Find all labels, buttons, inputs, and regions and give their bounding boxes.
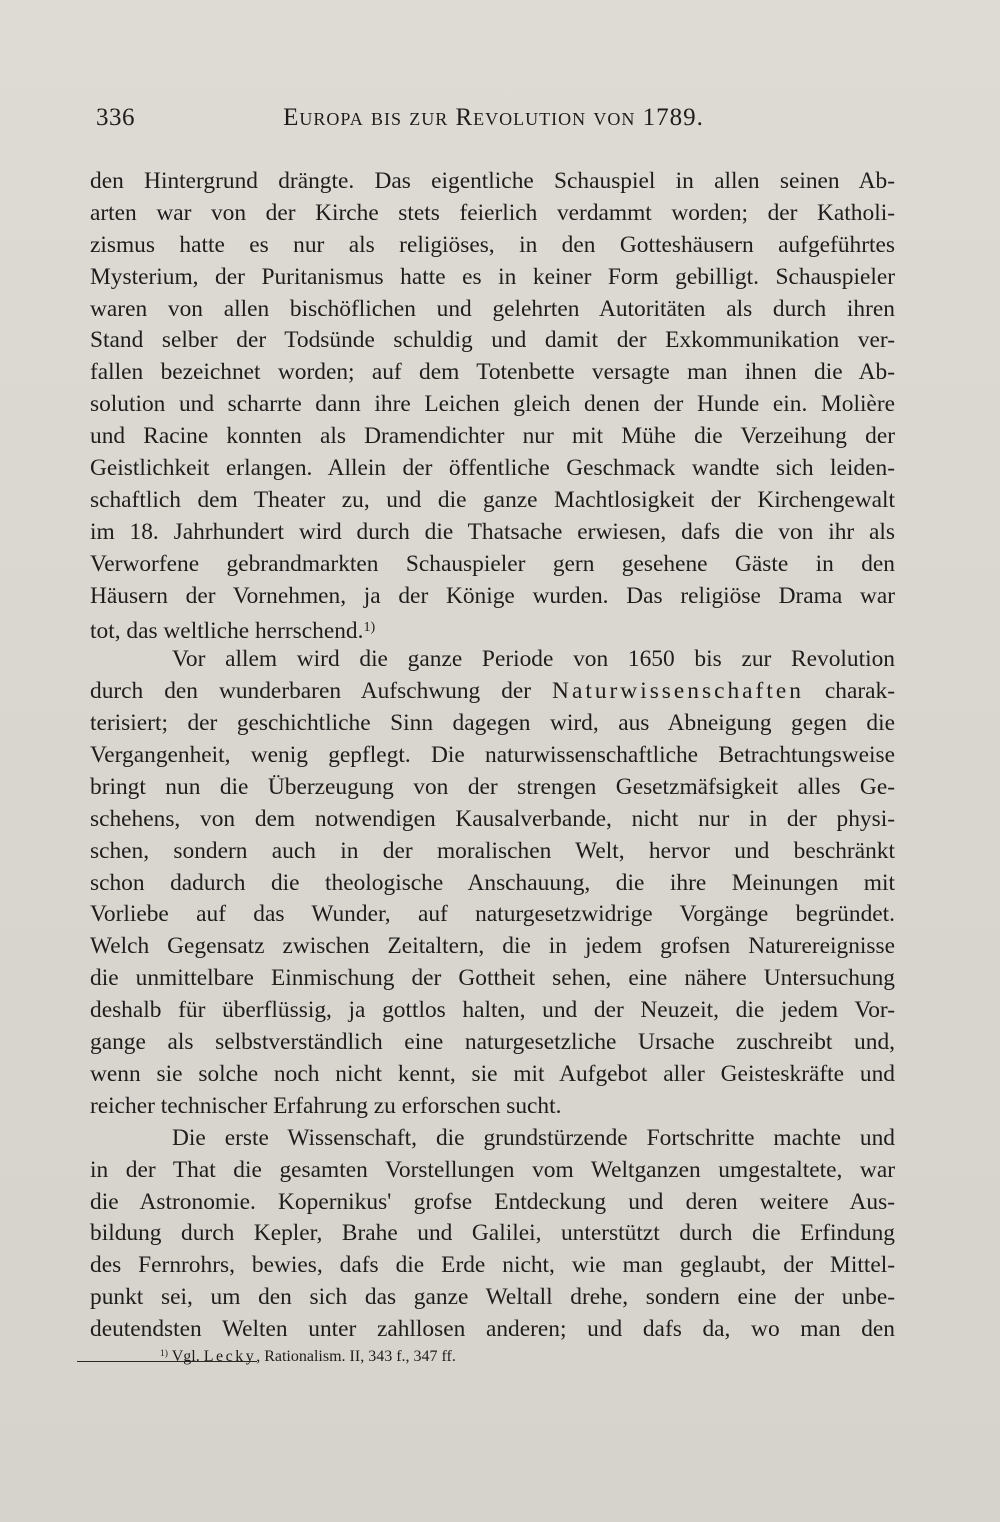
running-title: Europa bis zur Revolution von 1789. [283, 104, 704, 131]
line-text: reicher technischer Erfahrung zu erforschen sucht. [90, 1092, 562, 1119]
line-text: tot, das weltliche herrschend. [90, 618, 364, 645]
line-text: Welch Gegensatz zwischen Zeitaltern, die in jedem grofsen Naturereignisse [90, 933, 895, 960]
page-header [96, 104, 891, 144]
page-number: 336 [96, 104, 135, 131]
text-line [90, 708, 895, 740]
footnote-author: Lecky [203, 1348, 257, 1365]
text-line [90, 262, 895, 294]
line-text: zismus hatte es nur als religiöses, in den Gotteshäusern aufgeführtes [90, 231, 895, 258]
text-line [90, 740, 895, 772]
line-text: Geistlichkeit erlangen. Allein der öffentliche Geschmack wandte sich leiden- [90, 455, 895, 482]
text-line [90, 166, 895, 198]
text-line [90, 198, 895, 230]
line-text: terisiert; der geschichtliche Sinn dagegen wird, aus Abneigung gegen die [90, 710, 895, 737]
text-line [90, 1059, 895, 1091]
line-text: Häusern der Vornehmen, ja der Könige wurden. Das religiöse Drama war [90, 582, 895, 609]
text-line [90, 485, 895, 517]
text-line [90, 325, 895, 357]
text-line [90, 676, 895, 708]
text-line [90, 1187, 895, 1219]
footnote-marker: 1) [160, 1348, 168, 1360]
line-text: Stand selber der Todsünde schuldig und damit der Exkommunikation ver- [90, 327, 895, 354]
footnote-post: , Rationalism. II, 343 f., 347 ff. [256, 1348, 456, 1365]
line-text: Mysterium, der Puritanismus hatte es in keiner Form gebilligt. Schauspieler [90, 263, 895, 290]
line-text: und Racine konnten als Dramendichter nur mit Mühe die Verzeihung der [90, 423, 895, 450]
line-text: Vergangenheit, wenig gepflegt. Die naturwissenschaftliche Betrachtungsweise [90, 742, 895, 769]
text-line [90, 1027, 895, 1059]
text-line [90, 1155, 895, 1187]
text-line [90, 421, 895, 453]
text-line [90, 1123, 895, 1155]
text-line [90, 804, 895, 836]
line-text: Vorliebe auf das Wunder, auf naturgesetzwidrige Vorgänge begründet. [90, 901, 895, 928]
text-line [90, 549, 895, 581]
line-text: Die erste Wissenschaft, die grundstürzende Fortschritte machte und [172, 1124, 895, 1151]
text-line [90, 517, 895, 549]
text-line [90, 357, 895, 389]
line-text: die Astronomie. Kopernikus' grofse Entdeckung und deren weitere Aus- [90, 1188, 895, 1215]
line-text: waren von allen bischöflichen und gelehrten Autoritäten als durch ihren [90, 295, 895, 322]
footnote-reference: 1) [363, 619, 376, 636]
text-line [90, 389, 895, 421]
line-text: bringt nun die Überzeugung von der strengen Gesetzmäfsigkeit alles Ge- [90, 773, 895, 800]
line-text: durch den wunderbaren Aufschwung der [90, 678, 553, 705]
line-text: punkt sei, um den sich das ganze Weltall drehe, sondern eine der unbe- [90, 1284, 895, 1311]
text-line [90, 868, 895, 900]
line-text: den Hintergrund drängte. Das eigentliche Schauspiel in allen seinen Ab- [90, 168, 895, 194]
text-line [90, 1250, 895, 1282]
text-line [90, 612, 895, 644]
line-text: deshalb für überflüssig, ja gottlos halten, und der Neuzeit, die jedem Vor- [90, 997, 895, 1024]
line-text: in der That die gesamten Vorstellungen vom Weltganzen umgestaltete, war [90, 1156, 895, 1183]
line-text: solution und scharrte dann ihre Leichen gleich denen der Hunde ein. Molière [90, 391, 895, 418]
body-text [90, 166, 895, 1346]
text-line [90, 772, 895, 804]
text-line [90, 899, 895, 931]
line-text: arten war von der Kirche stets feierlich verdammt worden; der Katholi- [90, 199, 895, 226]
line-text: schen, sondern auch in der moralischen Welt, hervor und beschränkt [90, 837, 895, 864]
line-text: Vor allem wird die ganze Periode von 1650 bis zur Revolution [172, 646, 895, 673]
line-text: deutendsten Welten unter zahllosen anderen; und dafs da, wo man den [90, 1316, 895, 1343]
line-text: schaftlich dem Theater zu, und die ganze Machtlosigkeit der Kirchengewalt [90, 486, 895, 513]
text-line [90, 294, 895, 326]
text-line [90, 963, 895, 995]
line-text: gange als selbstverständlich eine naturgesetzliche Ursache zuschreibt und, [90, 1029, 895, 1056]
text-line [90, 1282, 895, 1314]
line-text: bildung durch Kepler, Brahe und Galilei, unterstützt durch die Erfindung [90, 1220, 895, 1247]
line-text: die unmittelbare Einmischung der Gottheit sehen, eine nähere Untersuchung [90, 965, 895, 992]
line-text: schon dadurch die theologische Anschauung, die ihre Meinungen mit [90, 869, 895, 896]
text-line [90, 995, 895, 1027]
line-text: Verworfene gebrandmarkten Schauspieler gern gesehene Gäste in den [90, 550, 895, 577]
text-line [90, 1218, 895, 1250]
line-text: fallen bezeichnet worden; auf dem Totenbette versagte man ihnen die Ab- [90, 359, 895, 386]
text-line [90, 644, 895, 676]
line-text: charak- [803, 678, 895, 705]
footnote-pre: Vgl. [168, 1348, 204, 1365]
text-line [90, 1314, 895, 1346]
text-line [90, 453, 895, 485]
footnote [160, 1348, 456, 1366]
line-text: schehens, von dem notwendigen Kausalverbande, nicht nur in der physi- [90, 805, 895, 832]
emphasized-term: Naturwissenschaften [552, 678, 804, 705]
text-line [90, 230, 895, 262]
text-line [90, 836, 895, 868]
line-text: wenn sie solche noch nicht kennt, sie mit Aufgebot aller Geisteskräfte und [90, 1060, 895, 1087]
line-text: im 18. Jahrhundert wird durch die Thatsache erwiesen, dafs die von ihr als [90, 518, 895, 545]
text-line [90, 1091, 895, 1123]
text-line [90, 581, 895, 613]
line-text: des Fernrohrs, bewies, dafs die Erde nicht, wie man geglaubt, der Mittel- [90, 1252, 895, 1279]
text-line [90, 931, 895, 963]
